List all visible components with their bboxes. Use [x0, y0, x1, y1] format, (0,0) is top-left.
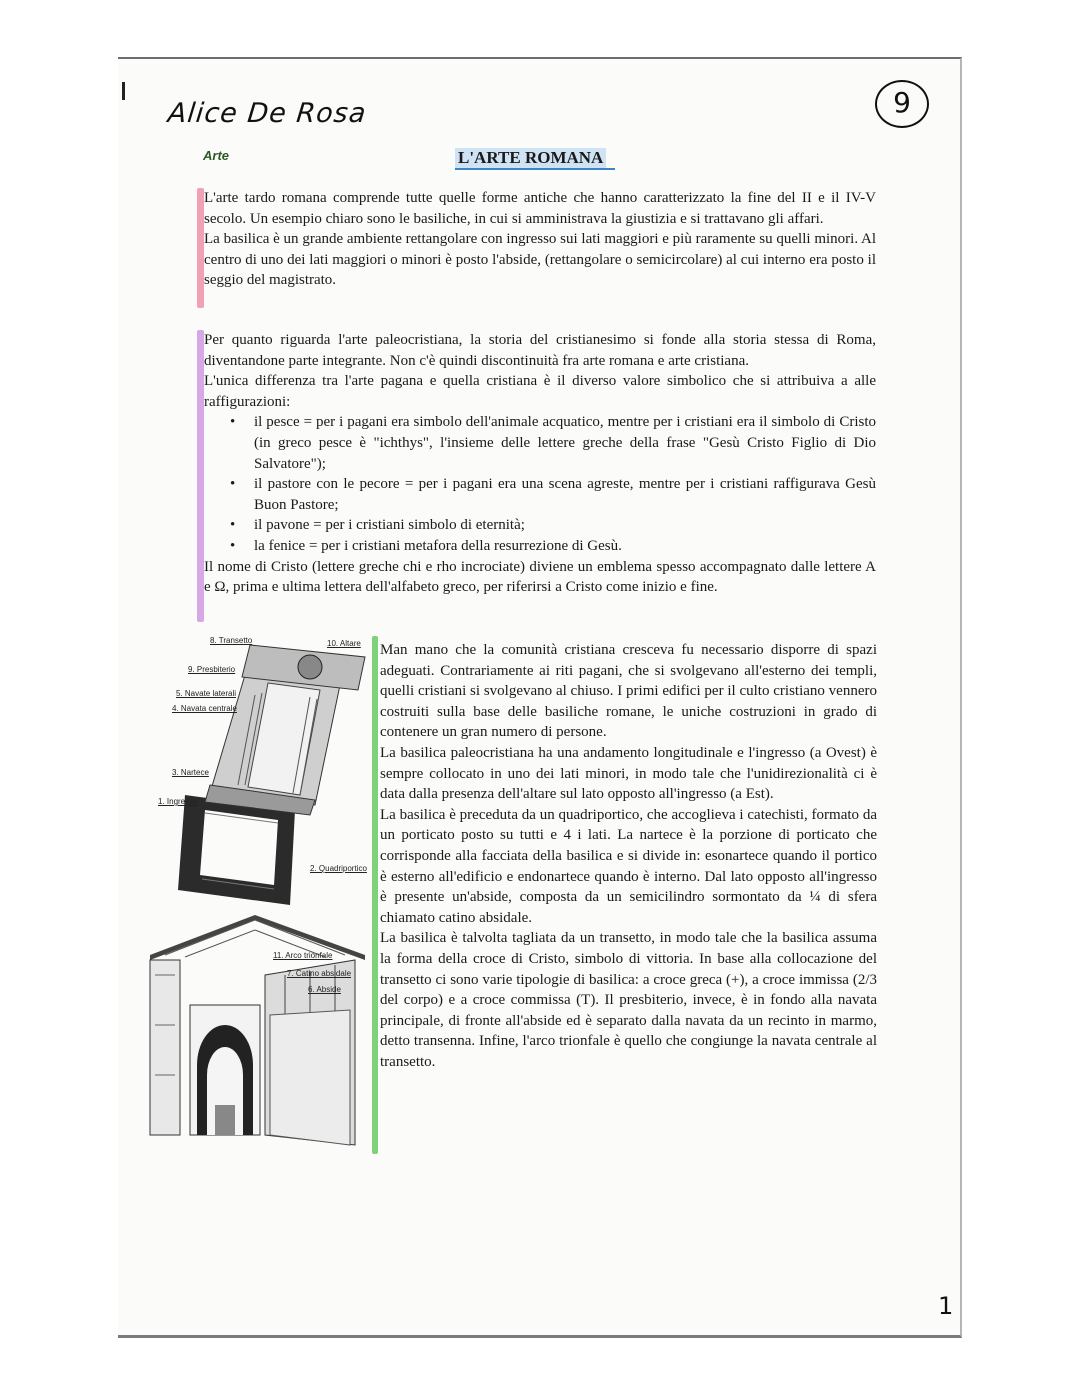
basilica-axonometric-figure — [150, 635, 375, 915]
list-item: • la fenice = per i cristiani metafora della resurrezione di Gesù. — [254, 536, 876, 557]
section-basilica-romana — [204, 188, 876, 291]
figure-label: 8. Transetto — [210, 636, 253, 645]
corner-mark — [122, 82, 125, 100]
paragraph: La basilica è talvolta tagliata da un transetto, in modo tale che la basilica assuma la forma della croce di Cristo, simbolo di vittoria. In base alla collocazione del transetto ci sono varie tipologie di basilica: a croce greca (+), a croce immissa (2/3 del corpo) e a croce commissa (T). Il presbiterio, invece, è in fondo alla navata principale, di fronte all'abside ed è separato dalla navata da un recinto in marmo, detto transenna. Infine, l'arco trionfale è quello che congiunge la navata centrale al transetto. — [380, 930, 877, 1070]
paragraph: La basilica è un grande ambiente rettangolare con ingresso sui lati maggiori e più raramente su quelli minori. Al centro di uno dei lati maggiori o minori è posto l'abside, (rettangolare o semicircolare) al cui interno era posto il seggio del magistrato. — [204, 231, 876, 289]
highlight-marker-red — [197, 188, 204, 308]
figure-label: 5. Navate laterali — [176, 689, 237, 698]
figure-label: 10. Altare — [327, 639, 361, 648]
title-underline — [455, 168, 615, 170]
basilica-interior-illustration — [145, 915, 370, 1155]
figure-label: 4. Navata centrale — [172, 704, 237, 713]
figure-label: 3. Nartece — [172, 768, 209, 777]
section-basilica-paleocristiana — [380, 640, 877, 1072]
author-name: Alice De Rosa — [166, 98, 369, 129]
figure-label: 11. Arco trionfale — [273, 951, 333, 960]
paragraph: L'arte tardo romana comprende tutte quelle forme antiche che hanno caratterizzato la fine del II e il IV-V secolo. Un esempio chiaro sono le basiliche, in cui si amministrava la giustizia e si trattavano gli affari. — [204, 190, 876, 227]
basilica-interior-figure — [145, 915, 370, 1155]
list-item: • il pavone = per i cristiani simbolo di eternità; — [254, 515, 876, 536]
list-item: • il pastore con le pecore = per i pagani era una scena agreste, mentre per i cristiani raffigurava Gesù Buon Pastore; — [254, 474, 876, 515]
paragraph: La basilica paleocristiana ha una andamento longitudinale e l'ingresso (a Ovest) è sempre collocato in uno dei lati minori, in modo tale che l'unidirezionalità ci è data dalla presenza dell'altare sul lato opposto all'ingresso (a Est). — [380, 744, 877, 803]
figure-label: 1. Ingresso — [158, 797, 198, 806]
paragraph: La basilica è preceduta da un quadriportico, che accoglieva i catechisti, formato da un porticato posto su tutti e 4 i lati. La nartece è la porzione di porticato che corrisponde alla facciata della basilica e si divide in: esonartece quando il portico è esterno all'edificio e endonartece quando è interno. Dal lato opposto all'ingresso è presente un'abside, composta da un semicilindro sormontato da ¼ di sfera chiamato catino absidale. — [380, 806, 877, 926]
paragraph: L'unica differenza tra l'arte pagana e quella cristiana è il diverso valore simbolico che si attribuiva a alle raffigurazioni: — [204, 373, 876, 410]
sheet-number: 1 — [938, 1292, 954, 1320]
figure-label: 9. Presbiterio — [188, 665, 236, 674]
symbol-list — [204, 412, 876, 556]
page-title: L'ARTE ROMANA — [455, 148, 606, 168]
highlight-marker-violet — [197, 330, 204, 622]
figure-label: 2. Quadriportico — [310, 864, 367, 873]
page-number-circled: 9 — [875, 80, 929, 128]
figure-label: 7. Catino absidale — [287, 969, 352, 978]
section-arte-paleocristiana — [204, 330, 876, 598]
subject-label: Arte — [203, 148, 230, 163]
highlight-marker-green — [372, 636, 378, 1154]
paragraph: Per quanto riguarda l'arte paleocristiana, la storia del cristianesimo si fonde alla storia stessa di Roma, diventandone parte integrante. Non c'è quindi discontinuità fra arte romana e arte cristiana. — [204, 332, 876, 369]
list-item: • il pesce = per i pagani era simbolo dell'animale acquatico, mentre per i cristiani era il simbolo di Cristo (in greco pesce è "ichthys", l'insieme delle lettere greche della frase "Gesù Cristo Figlio di Dio Salvatore"); — [254, 412, 876, 474]
paragraph: Il nome di Cristo (lettere greche chi e rho incrociate) diviene un emblema spesso accompagnato dalle lettere A e Ω, prima e ultima lettera dell'alfabeto greco, per riferirsi a Cristo come inizio e fine. — [204, 558, 876, 596]
paragraph: Man mano che la comunità cristiana cresceva fu necessario disporre di spazi adeguati. Contrariamente ai riti pagani, che si svolgevano all'esterno dei templi, quelli cristiani si svolgevano al chiuso. I primi edifici per il culto cristiano vennero costruiti sulla base delle basiliche romane, le uniche costruzioni in grado di contenere un gran numero di persone. — [380, 642, 877, 741]
figure-label: 6. Abside — [308, 985, 341, 994]
